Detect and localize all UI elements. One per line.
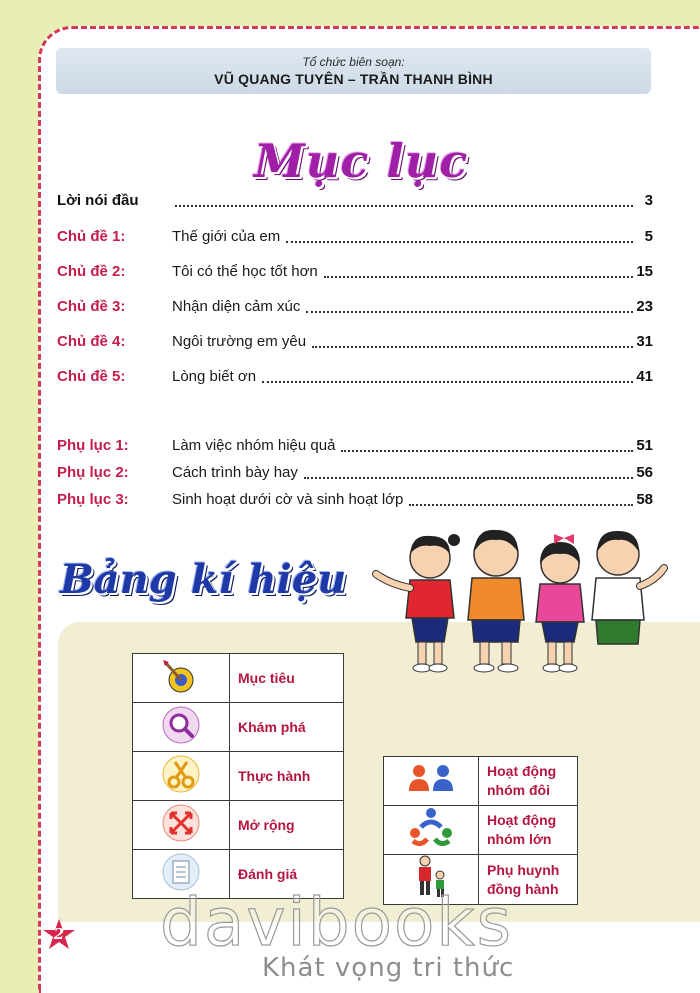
toc-row[interactable] bbox=[57, 435, 653, 459]
legend-label-line1: Hoạt động bbox=[487, 763, 557, 779]
toc-leader-dots bbox=[306, 311, 633, 313]
legend-label-line2: đồng hành bbox=[487, 880, 559, 897]
toc-row[interactable] bbox=[57, 296, 653, 320]
toc-label: Chủ đề 5: bbox=[57, 368, 126, 385]
legend-table-left bbox=[132, 653, 344, 899]
toc-title: Mục lục bbox=[254, 134, 469, 188]
magnifier-icon bbox=[133, 703, 230, 752]
toc-leader-dots bbox=[262, 381, 633, 383]
legend-row bbox=[384, 806, 578, 855]
credits-box bbox=[56, 48, 651, 94]
page-number: 2 bbox=[53, 925, 65, 943]
scissors-icon bbox=[133, 752, 230, 801]
toc-label: Chủ đề 3: bbox=[57, 298, 126, 315]
toc-label: Chủ đề 2: bbox=[57, 263, 126, 280]
toc-page: 5 bbox=[644, 228, 653, 245]
legend-row bbox=[133, 752, 344, 801]
page-number-badge bbox=[42, 918, 76, 952]
legend-title: Bảng kí hiệu bbox=[60, 556, 347, 603]
legend-label-line1: Hoạt động bbox=[487, 812, 557, 828]
toc-leader-dots bbox=[175, 205, 633, 207]
toc-leader-dots bbox=[312, 346, 633, 348]
toc-row[interactable] bbox=[57, 261, 653, 285]
toc-label: Phụ lục 2: bbox=[57, 464, 129, 481]
toc-page: 58 bbox=[636, 491, 653, 508]
legend-label-line2: nhóm lớn bbox=[487, 831, 552, 847]
toc-title-text: Cách trình bày hay bbox=[172, 464, 302, 481]
legend-row bbox=[133, 654, 344, 703]
toc-label: Chủ đề 4: bbox=[57, 333, 126, 350]
legend-label bbox=[479, 757, 578, 806]
pair-group-icon bbox=[384, 757, 479, 806]
toc-label: Phụ lục 1: bbox=[57, 437, 129, 454]
toc-title-text: Tôi có thể học tốt hơn bbox=[172, 263, 322, 280]
toc-label: Chủ đề 1: bbox=[57, 228, 126, 245]
toc-row[interactable] bbox=[57, 331, 653, 355]
legend-row bbox=[133, 703, 344, 752]
toc-row[interactable] bbox=[57, 462, 653, 486]
toc-title-text: Sinh hoạt dưới cờ và sinh hoạt lớp bbox=[172, 491, 407, 508]
credits-label: Tổ chức biên soạn: bbox=[302, 55, 405, 69]
legend-label: Đánh giá bbox=[230, 850, 344, 899]
toc-page: 56 bbox=[636, 464, 653, 481]
toc-leader-dots bbox=[324, 276, 633, 278]
legend-label bbox=[479, 806, 578, 855]
toc-row[interactable] bbox=[57, 489, 653, 513]
toc-title-text: Lòng biết ơn bbox=[172, 368, 260, 385]
target-arrow-icon bbox=[133, 654, 230, 703]
toc-title-text: Làm việc nhóm hiệu quả bbox=[172, 437, 339, 454]
expand-arrows-icon bbox=[133, 801, 230, 850]
toc-leader-dots bbox=[286, 241, 633, 243]
toc-leader-dots bbox=[409, 504, 633, 506]
toc-page: 15 bbox=[636, 263, 653, 280]
legend-label: Mục tiêu bbox=[230, 654, 344, 703]
toc-leader-dots bbox=[304, 477, 633, 479]
large-group-icon bbox=[384, 806, 479, 855]
toc-label: Phụ lục 3: bbox=[57, 491, 129, 508]
toc-title-text: Ngôi trường em yêu bbox=[172, 333, 310, 350]
toc-page: 51 bbox=[636, 437, 653, 454]
toc-row[interactable] bbox=[57, 190, 653, 214]
toc-label: Lời nói đầu bbox=[57, 192, 139, 209]
legend-table-right bbox=[383, 756, 578, 905]
watermark-brand: davibooks bbox=[160, 884, 513, 961]
credits-names: VŨ QUANG TUYÊN – TRẦN THANH BÌNH bbox=[214, 71, 493, 87]
toc-page: 41 bbox=[636, 368, 653, 385]
children-illustration-icon bbox=[368, 522, 668, 682]
toc-title-text: Thế giới của em bbox=[172, 228, 284, 245]
legend-row bbox=[384, 757, 578, 806]
toc-row[interactable] bbox=[57, 226, 653, 250]
toc-row[interactable] bbox=[57, 366, 653, 390]
legend-label: Khám phá bbox=[230, 703, 344, 752]
legend-label-line2: nhóm đôi bbox=[487, 782, 550, 798]
toc-title-text: Nhận diện cảm xúc bbox=[172, 298, 304, 315]
legend-label-line1: Phụ huynh bbox=[487, 861, 560, 878]
toc-page: 31 bbox=[636, 333, 653, 350]
toc-page: 23 bbox=[636, 298, 653, 315]
toc-page: 3 bbox=[644, 192, 653, 209]
legend-row bbox=[133, 801, 344, 850]
toc-leader-dots bbox=[341, 450, 633, 452]
legend-label: Thực hành bbox=[230, 752, 344, 801]
legend-label: Mở rộng bbox=[230, 801, 344, 850]
watermark-slogan: Khát vọng tri thức bbox=[262, 953, 515, 983]
